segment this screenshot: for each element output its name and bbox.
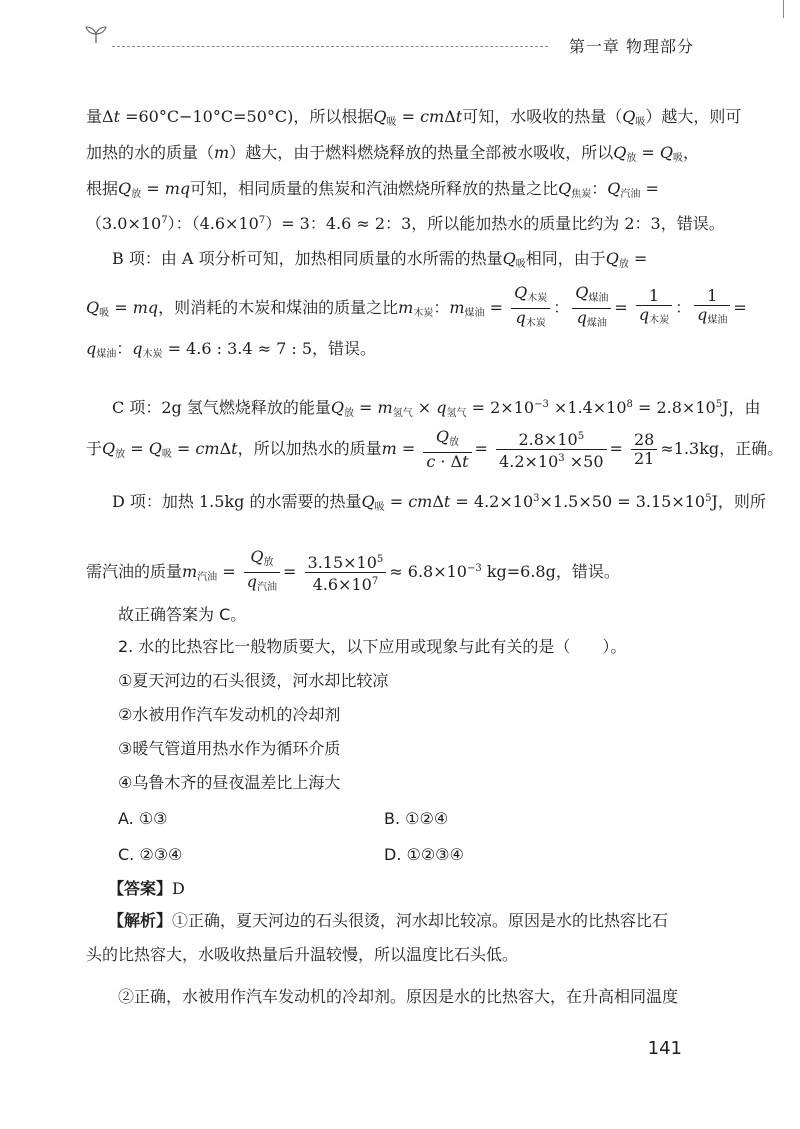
text-line-5: B 项：由 A 项分析可知，加热相同质量的水所需的热量$Q_吸$相同，由于$Q_放$ = xyxy=(112,249,648,270)
text-line-1: 量Δt =60°C−10°C=50°C)，所以根据$Q_吸 = cm\Delta t$可知，水吸收的热量$(Q_吸)$越大，则可 xyxy=(86,107,742,128)
analysis-line-2: 头的比热容大，水吸收热量后升温较慢，所以温度比石头低。 xyxy=(86,945,519,964)
analysis-text-1: ①正确，夏天河边的石头很烫，河水却比较凉。原因是水的比热容比石 xyxy=(172,911,669,930)
text-line-4: $(3.0\times 10^7)$：$(4.6\times 10^7)= 3$：4.6 ≈ 2：3，所以能加热水的质量比约为 2：3，错误。 xyxy=(86,214,725,233)
text-line-6: $Q_吸$ = mq，则消耗的木炭和煤油的质量之比$m_{木炭}$：$m_{煤油}$ = $\frac{Q_{木炭}}{q_{木炭}}$ ： $\frac{Q_{煤油}}{q_{煤油}}$ = $\frac{1}{q_{木炭}}$ ： $\frac{1}{q_{煤油}}$ = xyxy=(86,283,747,329)
margin-mark xyxy=(783,0,784,18)
page-number: 141 xyxy=(647,1038,682,1059)
analysis-line-3: ②正确，水被用作汽车发动机的冷却剂。原因是水的比热容大，在升高相同温度 xyxy=(118,987,679,1006)
option-d: D. ①②③④ xyxy=(384,845,464,864)
text-line-3: 根据$Q_放$ = mq可知，相同质量的焦炭和汽油燃烧所释放的热量之比$Q_{焦炭}$：$Q_{汽油}$ = xyxy=(86,179,659,200)
answer-label: 【答案】 xyxy=(108,879,173,898)
analysis-label: 【解析】 xyxy=(108,911,173,930)
text-line-8: C 项：2g 氢气燃烧释放的能量$Q_放 = m_{氢气} \times q_{氢气} = 2\times 10^{-3} \times 1.4\times 10^8 = 2.8\times 10^5J$，由 xyxy=(112,398,761,419)
answer-value: D xyxy=(172,879,185,898)
text-line-7: $q_{煤油}$：$q_{木炭} = 4.6$ : 3.4 ≈ 7 : 5，错误。 xyxy=(86,339,377,360)
sprout-icon xyxy=(84,24,108,44)
statement-3: ③暖气管道用热水作为循环介质 xyxy=(118,739,341,758)
header-rule xyxy=(112,46,548,47)
statement-1: ①夏天河边的石头很烫，河水却比较凉 xyxy=(118,671,389,690)
conclusion-line: 故正确答案为 C。 xyxy=(118,605,247,624)
question-stem: 2. 水的比热容比一般物质要大，以下应用或现象与此有关的是（ ）。 xyxy=(118,637,627,656)
option-c: C. ②③④ xyxy=(118,845,183,864)
option-a: A. ①③ xyxy=(118,809,168,828)
text-line-11: 需汽油的质量$m_{汽油}$ = $\frac{Q_放}{q_{汽油}}$ = $\frac{3.15\times 10^5}{4.6\times 10^7}$ ≈ $6.8\times 10^{-3}$ kg=6.8g，错误。 xyxy=(86,547,620,594)
option-b: B. ①②④ xyxy=(384,809,449,828)
text-line-9: 于$Q_放 = Q_吸 = cm\Delta t$，所以加热水的质量m = $\frac{Q_放}{c \cdot \Delta t}$ = $\frac{2.8\times 10^5}{4.2\times 10^3 \times 50}$ = $\frac{28}{21}$ ≈1.3kg，正确。 xyxy=(86,427,784,471)
statement-4: ④乌鲁木齐的昼夜温差比上海大 xyxy=(118,773,341,792)
text-line-10: D 项：加热 1.5kg 的水需要的热量$Q_吸 = cm\Delta t = 4.2\times 10^3\times 1.5\times 50 = 3.15\times 10^5J$，则所 xyxy=(112,492,766,513)
analysis-line-1 xyxy=(108,908,716,934)
text-line-2: 加热的水的质量（m）越大，由于燃料燃烧释放的热量全部被水吸收，所以$Q_放 = Q_吸$， xyxy=(86,143,700,164)
chapter-title: 第一章 物理部分 xyxy=(568,37,694,56)
statement-2: ②水被用作汽车发动机的冷却剂 xyxy=(118,705,341,724)
answer-line xyxy=(108,876,408,902)
